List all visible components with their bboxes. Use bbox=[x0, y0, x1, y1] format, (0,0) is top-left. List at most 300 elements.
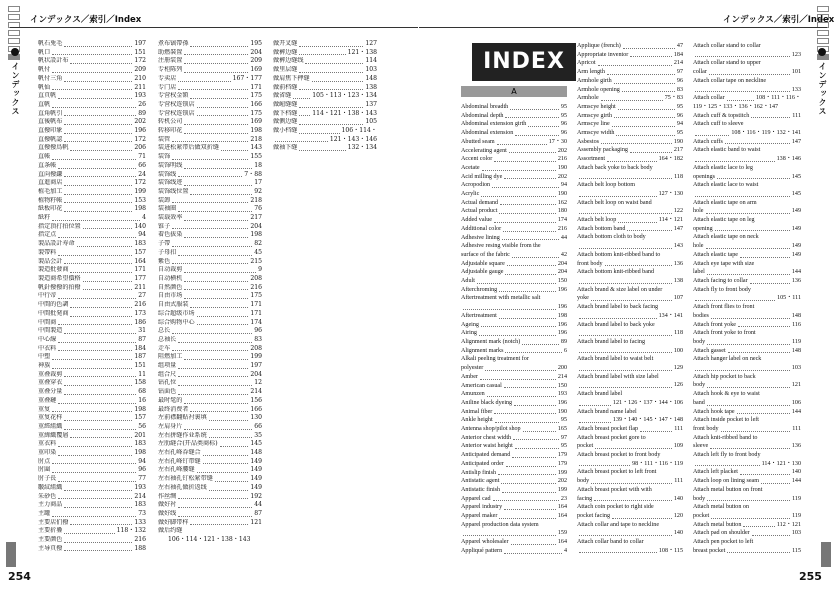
index-entry bbox=[158, 66, 262, 75]
page-reference: 120 bbox=[673, 512, 683, 519]
index-entry bbox=[693, 486, 801, 495]
index-term: Abutted seam bbox=[461, 138, 495, 145]
index-entry bbox=[577, 434, 683, 443]
page-reference: 145 bbox=[791, 190, 801, 197]
index-term: Attach bottom knit-ribbed band to bbox=[577, 251, 661, 258]
index-term: Attach left fly to front body bbox=[693, 452, 761, 459]
page-reference: 47 bbox=[676, 43, 683, 49]
page-reference: 89 bbox=[560, 338, 567, 345]
page-reference: 87 bbox=[138, 335, 146, 343]
index-term: Attach brand name label bbox=[577, 408, 637, 415]
page-reference: 103 bbox=[791, 365, 801, 372]
index-term: 重衣料 bbox=[38, 440, 57, 448]
index-term: breast pocket bbox=[693, 547, 726, 554]
index-term: Armhole opening bbox=[577, 86, 620, 93]
index-entry bbox=[693, 207, 801, 216]
index-term: Abdominal extension bbox=[461, 130, 514, 137]
index-term: 综合超级市场 bbox=[158, 309, 195, 317]
dot-leader bbox=[579, 364, 672, 371]
index-column-1 bbox=[38, 40, 146, 553]
index-term: 重叠裁剪 bbox=[38, 370, 63, 378]
dot-leader bbox=[598, 59, 672, 66]
dot-leader bbox=[695, 460, 760, 467]
dot-leader bbox=[299, 49, 345, 56]
dot-leader bbox=[203, 449, 249, 456]
dot-leader bbox=[178, 362, 248, 369]
index-entry bbox=[158, 49, 262, 58]
index-entry bbox=[577, 399, 683, 408]
index-term: Acrylic bbox=[461, 191, 480, 198]
page-reference: 136 bbox=[673, 260, 683, 267]
page-reference: 169 bbox=[250, 66, 262, 74]
index-entry bbox=[38, 266, 146, 275]
index-entry bbox=[461, 364, 567, 373]
index-term: Attach inside pocket to left bbox=[693, 417, 759, 424]
index-term: 直帆 bbox=[38, 100, 51, 108]
dot-leader bbox=[499, 286, 556, 293]
page-reference: 16 bbox=[138, 396, 146, 404]
index-entry bbox=[461, 234, 567, 243]
dot-leader bbox=[275, 136, 328, 143]
index-entry bbox=[158, 127, 262, 136]
index-entry bbox=[158, 153, 262, 162]
index-term: Attach elastic tape on leg bbox=[693, 217, 755, 224]
index-entry bbox=[158, 388, 262, 397]
index-term: 专营权金額 bbox=[158, 92, 189, 100]
index-entry bbox=[577, 347, 683, 356]
index-entry bbox=[38, 475, 146, 484]
dot-leader bbox=[503, 225, 556, 232]
dot-leader bbox=[64, 484, 132, 491]
index-entry bbox=[158, 101, 262, 110]
dot-leader bbox=[711, 312, 790, 319]
index-entry bbox=[693, 103, 801, 112]
dot-leader bbox=[64, 40, 132, 47]
index-entry bbox=[577, 146, 683, 155]
page-reference: 145 bbox=[250, 440, 262, 448]
index-entry bbox=[38, 205, 146, 214]
dot-leader bbox=[605, 260, 672, 267]
index-entry bbox=[158, 223, 262, 232]
page-reference: 121 bbox=[250, 518, 262, 526]
dot-leader bbox=[172, 223, 248, 230]
index-entry bbox=[693, 390, 801, 399]
dot-leader bbox=[52, 458, 136, 465]
dot-leader bbox=[695, 364, 790, 371]
dot-leader bbox=[52, 66, 132, 73]
index-term: Attach cuff to sleeve bbox=[693, 121, 744, 128]
index-entry bbox=[577, 294, 683, 303]
dot-leader bbox=[184, 292, 248, 299]
index-entry bbox=[577, 338, 683, 347]
dot-leader bbox=[579, 173, 672, 180]
index-term: Additional color bbox=[461, 225, 502, 232]
index-term: 装饰线迹 bbox=[158, 179, 183, 187]
dot-leader bbox=[70, 266, 132, 273]
index-term: Attach breast pocket to front body bbox=[577, 452, 661, 459]
dot-leader bbox=[64, 188, 132, 195]
index-term: 着色拔染 bbox=[158, 231, 183, 239]
index-entry bbox=[461, 129, 567, 138]
index-entry bbox=[693, 225, 801, 234]
index-term: Adult bbox=[461, 278, 475, 285]
dot-leader bbox=[502, 486, 556, 493]
dot-leader bbox=[52, 84, 132, 91]
index-entry bbox=[577, 129, 683, 138]
index-entry bbox=[38, 414, 146, 423]
dot-leader bbox=[178, 388, 248, 395]
index-term: Attach eye tape with size bbox=[693, 260, 755, 267]
running-title: インデックス／索引／Index bbox=[30, 15, 142, 25]
dot-leader bbox=[498, 469, 556, 476]
index-entry-continuation: 106・114・121・138・143 bbox=[168, 536, 251, 544]
index-term: 做下档缝 bbox=[273, 109, 298, 117]
dot-leader bbox=[58, 449, 132, 456]
page-reference: 151 bbox=[134, 362, 146, 370]
running-title: インデックス／索引／Index bbox=[723, 15, 835, 25]
index-entry bbox=[273, 84, 377, 93]
index-entry bbox=[38, 432, 146, 441]
index-entry bbox=[38, 458, 146, 467]
dot-leader bbox=[497, 138, 547, 145]
index-term: 帆付三角 bbox=[38, 74, 63, 82]
index-entry bbox=[461, 251, 567, 260]
index-entry bbox=[693, 442, 801, 451]
index-entry bbox=[577, 86, 683, 95]
index-term: 肘点 bbox=[38, 457, 51, 465]
page-reference: 126 bbox=[673, 382, 683, 389]
dot-leader bbox=[178, 371, 248, 378]
page-reference: 196 bbox=[557, 399, 567, 406]
index-term: Added value bbox=[461, 217, 492, 224]
page-reference: 186 bbox=[134, 318, 146, 326]
page-reference: 208 bbox=[250, 274, 262, 282]
index-entry bbox=[158, 353, 262, 362]
index-term: Attach belt loop bottom bbox=[577, 182, 636, 189]
index-term: 重叠鏈 bbox=[38, 396, 57, 404]
index-term: 总袖长 bbox=[158, 335, 177, 343]
index-term: 左右袖孔做折返线 bbox=[158, 483, 207, 491]
index-term: 重叠分量 bbox=[38, 388, 63, 396]
page-reference: 6 bbox=[563, 347, 567, 354]
dot-leader bbox=[70, 301, 132, 308]
index-entry bbox=[577, 486, 683, 495]
page-reference: 173 bbox=[134, 309, 146, 317]
index-entry bbox=[158, 501, 262, 510]
dot-leader bbox=[504, 547, 562, 554]
dot-leader bbox=[58, 292, 136, 299]
dot-leader bbox=[184, 57, 248, 64]
page-reference: 171 bbox=[134, 266, 146, 274]
index-term: 做衄缝缝 bbox=[273, 100, 298, 108]
index-term: 做裤边缝 bbox=[273, 48, 298, 56]
dot-leader bbox=[197, 319, 249, 326]
dot-leader bbox=[481, 321, 556, 328]
index-term: Anterior chest width bbox=[461, 434, 512, 441]
index-term: 重緯織覆層 bbox=[38, 431, 69, 439]
dot-leader bbox=[77, 240, 133, 247]
index-term: Attach cuffs bbox=[693, 138, 723, 145]
index-entry bbox=[158, 527, 262, 536]
page-reference: 164 bbox=[557, 513, 567, 520]
page-reference: 106・114・ bbox=[341, 127, 377, 135]
index-entry bbox=[693, 521, 801, 530]
page-reference: 127・130 bbox=[658, 190, 683, 197]
dot-leader bbox=[64, 136, 132, 143]
page-reference: 204 bbox=[557, 260, 567, 267]
index-term: Acetate bbox=[461, 164, 480, 171]
index-term: Attach metal button bbox=[693, 521, 742, 528]
index-term: Appropriate inventor bbox=[577, 51, 629, 58]
index-term: body bbox=[693, 338, 706, 345]
index-entry bbox=[577, 416, 683, 425]
dot-leader bbox=[612, 120, 675, 127]
index-entry bbox=[577, 286, 683, 295]
dot-leader bbox=[522, 338, 559, 345]
dot-leader bbox=[178, 336, 252, 343]
index-term: 植毛加工 bbox=[38, 187, 63, 195]
page-reference: 157 bbox=[134, 248, 146, 256]
index-entry bbox=[693, 303, 801, 312]
page-reference: 112・121 bbox=[776, 521, 801, 528]
dot-leader bbox=[528, 120, 559, 127]
index-term: Aftertreatment with metallic salt bbox=[461, 295, 541, 302]
index-entry bbox=[693, 477, 801, 486]
index-term: bodies bbox=[693, 312, 709, 319]
index-term: Anterior waist height bbox=[461, 443, 513, 450]
index-entry bbox=[158, 510, 262, 519]
index-entry bbox=[461, 268, 567, 277]
index-entry bbox=[461, 469, 567, 478]
dot-leader bbox=[184, 266, 256, 273]
index-term: Armhole bbox=[577, 95, 599, 102]
index-term: 重印染 bbox=[38, 449, 57, 457]
dot-leader bbox=[495, 416, 559, 423]
index-entry bbox=[158, 84, 262, 93]
dot-leader bbox=[481, 190, 556, 197]
index-entry bbox=[693, 138, 801, 147]
index-term: front body bbox=[577, 260, 603, 267]
index-term: 装进松紧带后做双折缝 bbox=[158, 144, 219, 152]
index-entry bbox=[38, 75, 146, 84]
index-term: Attach hook & eye to waist bbox=[693, 391, 760, 398]
index-entry bbox=[577, 173, 683, 182]
index-term: 总长 bbox=[158, 327, 171, 335]
index-entry bbox=[158, 327, 262, 336]
dot-leader bbox=[728, 347, 790, 354]
index-term: hole bbox=[693, 208, 704, 215]
page-reference: 71 bbox=[138, 153, 146, 161]
index-entry bbox=[461, 460, 567, 469]
page-reference: 187 bbox=[134, 353, 146, 361]
index-entry bbox=[273, 40, 377, 49]
index-term: 直撥撥鳥帆 bbox=[38, 144, 69, 152]
index-term: 组合尺 bbox=[158, 370, 177, 378]
index-term: 主罐 bbox=[38, 509, 51, 517]
index-entry bbox=[693, 242, 801, 251]
index-term: Attach elastic lace to leg bbox=[693, 164, 753, 171]
index-entry bbox=[577, 164, 683, 173]
page-reference: 92 bbox=[254, 187, 262, 195]
dot-leader bbox=[184, 118, 248, 125]
dot-leader bbox=[707, 338, 790, 345]
dot-leader bbox=[695, 51, 790, 58]
page-reference: 122 bbox=[673, 208, 683, 215]
index-entry bbox=[38, 214, 146, 223]
index-term: Attach collar tape on neckline bbox=[693, 77, 767, 84]
dot-leader bbox=[184, 423, 252, 430]
page-reference: 133 bbox=[134, 518, 146, 526]
page-reference: 105・113・123・134 bbox=[312, 92, 377, 100]
page-reference: 94 bbox=[560, 182, 567, 189]
dot-leader bbox=[178, 493, 248, 500]
dot-leader bbox=[509, 147, 556, 154]
index-term: 锥子 bbox=[158, 222, 171, 230]
index-entry bbox=[461, 312, 567, 321]
page-reference: 196 bbox=[557, 330, 567, 337]
dot-leader bbox=[172, 345, 248, 352]
index-entry bbox=[158, 171, 262, 180]
index-entry bbox=[693, 42, 801, 51]
page-reference: 174 bbox=[250, 318, 262, 326]
index-term: 帆針撥撥的拍撥 bbox=[38, 283, 81, 291]
index-entry bbox=[461, 503, 567, 512]
index-term: Afterchroming bbox=[461, 286, 498, 293]
index-entry bbox=[693, 68, 801, 77]
index-term: 专营权连锁店 bbox=[158, 109, 195, 117]
index-entry bbox=[38, 327, 146, 336]
index-term: 帆状設計布 bbox=[38, 57, 69, 65]
page-reference: 172 bbox=[134, 179, 146, 187]
index-entry bbox=[158, 197, 262, 206]
index-term: 做前档缝 bbox=[273, 83, 298, 91]
index-term: pocket bbox=[577, 443, 594, 450]
index-term: 做好衬 bbox=[158, 501, 177, 509]
page-reference: 26 bbox=[138, 100, 146, 108]
index-term: Antistatic finish bbox=[461, 486, 501, 493]
index-term: Ageing bbox=[461, 321, 479, 328]
page-reference: 116 bbox=[792, 321, 801, 328]
index-entry bbox=[577, 425, 683, 434]
page-reference: 198 bbox=[134, 449, 146, 457]
index-term: 中塑 bbox=[38, 353, 51, 361]
index-term: surface of the fabric bbox=[461, 251, 510, 258]
index-entry bbox=[38, 40, 146, 49]
index-term: 装载效率 bbox=[158, 214, 183, 222]
dot-leader bbox=[740, 468, 790, 475]
page-reference: 216 bbox=[134, 301, 146, 309]
page-reference: 208 bbox=[250, 344, 262, 352]
index-term: 重复花样 bbox=[38, 414, 63, 422]
index-term: 直撥帆認 bbox=[38, 135, 63, 143]
index-term: 做袖下缝 bbox=[273, 144, 298, 152]
page-reference: 202 bbox=[557, 478, 567, 485]
index-entry bbox=[38, 223, 146, 232]
page-reference: 169 bbox=[250, 118, 262, 126]
page-reference: 114 bbox=[365, 57, 377, 65]
index-term: 直進商店 bbox=[38, 179, 63, 187]
page-reference: 167・177 bbox=[232, 74, 262, 82]
index-term: Attach brand label to waist belt bbox=[577, 356, 654, 363]
page-reference: 24 bbox=[138, 170, 146, 178]
bullet-icon bbox=[11, 48, 19, 56]
index-term: 左右孔峰腰缝 bbox=[158, 466, 195, 474]
page-reference: 190 bbox=[557, 191, 567, 198]
index-entry bbox=[38, 527, 146, 536]
index-entry bbox=[273, 118, 377, 127]
index-entry bbox=[38, 510, 146, 519]
page-reference: 119 bbox=[792, 338, 801, 345]
index-term: 製品設計寿命 bbox=[38, 240, 75, 248]
side-tab bbox=[8, 28, 22, 543]
dot-leader bbox=[209, 414, 249, 421]
index-term: Attach collar and tape to neckline bbox=[577, 521, 660, 528]
index-entry bbox=[461, 416, 567, 425]
index-term: Attach gasset bbox=[693, 347, 726, 354]
page-reference: 143 bbox=[673, 243, 683, 250]
dot-leader bbox=[52, 353, 132, 360]
page-reference: 157 bbox=[134, 414, 146, 422]
index-entry bbox=[461, 112, 567, 121]
index-term: Alignment marks bbox=[461, 347, 504, 354]
index-term: Armscye width bbox=[577, 130, 615, 137]
page-reference: 149 bbox=[250, 475, 262, 483]
index-term: Acropodion bbox=[461, 182, 491, 189]
page-reference: 171 bbox=[250, 309, 262, 317]
index-term: 直向撥鎌 bbox=[38, 170, 63, 178]
page-reference: 118 bbox=[674, 330, 683, 337]
dot-leader bbox=[695, 86, 790, 93]
index-entry bbox=[158, 136, 262, 145]
page-reference: 172 bbox=[134, 57, 146, 65]
page-reference: 217 bbox=[250, 214, 262, 222]
index-entry bbox=[461, 242, 567, 251]
index-term: Attach brand label with size label bbox=[577, 373, 659, 380]
dot-leader bbox=[523, 425, 556, 432]
index-term: 组项量 bbox=[158, 362, 177, 370]
index-entry bbox=[577, 94, 683, 103]
dot-leader bbox=[579, 347, 672, 354]
page-reference: 198 bbox=[134, 205, 146, 213]
page-reference: 148 bbox=[791, 347, 801, 354]
page-reference: 211 bbox=[134, 83, 146, 91]
dot-leader bbox=[299, 40, 363, 47]
index-entry bbox=[577, 442, 683, 451]
index-term: pocket facing bbox=[577, 512, 610, 519]
index-entry bbox=[577, 225, 683, 234]
page-reference: 95 bbox=[676, 130, 683, 137]
index-entry bbox=[693, 460, 801, 469]
page-reference: 193 bbox=[134, 483, 146, 491]
index-term: 做里层缝 bbox=[273, 66, 298, 74]
index-term: 製帶料 bbox=[38, 248, 57, 256]
dot-leader bbox=[494, 408, 556, 415]
page-reference: 100 bbox=[673, 347, 683, 354]
page-reference: 204 bbox=[250, 48, 262, 56]
index-entry bbox=[693, 408, 801, 417]
dot-leader bbox=[505, 112, 558, 119]
index-entry bbox=[577, 521, 683, 530]
dot-leader bbox=[482, 164, 556, 171]
dot-leader bbox=[64, 75, 132, 82]
index-entry bbox=[693, 416, 801, 425]
index-term: 装饰明线 bbox=[158, 161, 183, 169]
index-term: 直帳 bbox=[38, 153, 51, 161]
index-entry bbox=[461, 294, 567, 303]
index-entry bbox=[577, 538, 683, 547]
page-reference: 44 bbox=[254, 501, 262, 509]
index-term: 朱砂色 bbox=[38, 492, 57, 500]
